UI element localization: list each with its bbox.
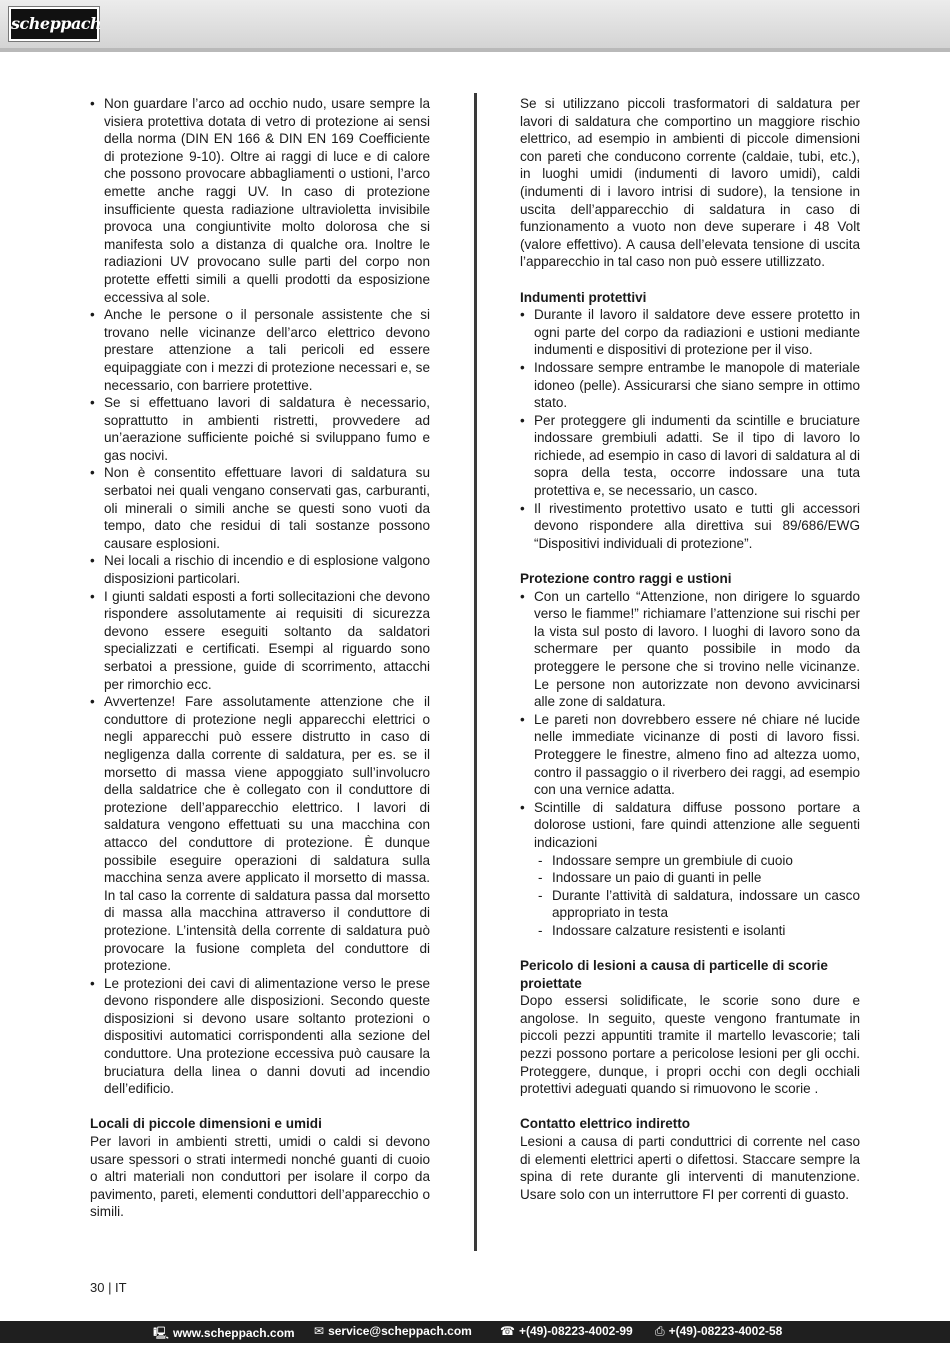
fax-text: +(49)-08223-4002-58 — [668, 1324, 783, 1338]
sub-list-item: - Indossare sempre un grembiule di cuoio — [534, 852, 860, 870]
footer-contact-bar — [0, 1321, 950, 1343]
list-item: • Nei locali a rischio di incendio e di esplosione valgono disposizioni particolari. — [90, 552, 430, 587]
footer-phone — [500, 1324, 633, 1338]
footer-fax — [655, 1324, 782, 1339]
section-heading-slag: Pericolo di lesioni a causa di particelle di scorie proiettate — [520, 958, 828, 991]
safety-bullet-list — [90, 95, 430, 1098]
sub-list-item: - Indossare un paio di guanti in pelle — [534, 869, 860, 887]
list-item: • Se si effettuano lavori di saldatura è necessario, soprattutto in ambienti ristretti, provvedere ad un’aerazione sufficiente poiché si sviluppano fumo e gas nocivi. — [90, 394, 430, 464]
phone-text: +(49)-08223-4002-99 — [518, 1324, 633, 1338]
section-text-small-rooms: Per lavori in ambienti stretti, umidi o caldi si devono usare spessori o strati intermedi nonché guanti di cuoio o altri materiali non conduttori per isolare il corpo da pavimento, pareti, elementi conduttori dell’apparecchio o simili. — [90, 1134, 430, 1220]
list-item: • Non guardare l’arco ad occhio nudo, usare sempre la visiera protettiva dotata di vetro di protezione ai sensi della norma (DIN EN 166 & DIN EN 169 Coefficiente di protezione 9-10). Oltre ai raggi di luce e di calore che possono provocare abbagliamenti o ustioni, l’arco emette anche raggi UV. In caso di protezione insufficiente questa radiazione ultravioletta invisibile provoca una congiuntivite molto dolorosa che si manifesta solo a distanza di qualche ora. Inoltre le radiazioni UV provocano sulle parti del corpo non protette effetti simili a quelli prodotti da esposizione eccessiva al sole. — [90, 95, 430, 306]
section-heading-rays: Protezione contro raggi e ustioni — [520, 571, 732, 587]
page-number: 30 | IT — [90, 1280, 127, 1295]
list-item: • Anche le persone o il personale assistente che si trovano nelle vicinanze dell’arco elettrico devono prestare attenzione a tali pericoli ed essere equipaggiate con i mezzi di protezione necessari e, se necessario, con barriere protettive. — [90, 306, 430, 394]
footer-website[interactable] — [153, 1324, 295, 1345]
section-text-slag: Dopo essersi solidificate, le scorie sono dure e angolose. In seguito, queste vengono frantumate in piccoli pezzi appuntiti tramite il martello levascorie; tali pezzi possono portare a pericolose lesioni per gli occhi. Proteggere, dunque, i propri occhi con degli occhiali protettivi adeguati quando si rimuovono le scorie . — [520, 993, 860, 1097]
list-item: • Le protezioni dei cavi di alimentazione verso le prese devono rispondere alle disposizioni. Secondo queste disposizioni si devono usare soltanto protezioni o dispositivi automatici corrispondenti alla sezione del conduttore. Una protezione eccessiva può causare la bruciatura della linea o danni dovuti ad incendio dell’edificio. — [90, 975, 430, 1098]
clothing-bullet-list — [520, 306, 860, 552]
left-column — [90, 95, 430, 1221]
section-text-contact: Lesioni a causa di parti conduttrici di corrente nel caso di elementi elettrici aperti o difettosi. Staccare sempre la spina di rete durante gli interventi di manutenzione. Usare solo con un interruttore FI per correnti di guasto. — [520, 1134, 860, 1202]
header-rule — [0, 48, 950, 52]
footer-email[interactable] — [314, 1324, 472, 1338]
list-item: • Non è consentito effettuare lavori di saldatura su serbatoi nei quali vengano conservati gas, carburanti, oli minerali o simili anche se questi sono vuoti da tempo, dato che residui di tali sostanze possono causare esplosioni. — [90, 464, 430, 552]
list-item — [520, 799, 860, 940]
sub-list — [534, 852, 860, 940]
website-text: www.scheppach.com — [173, 1326, 295, 1340]
list-item: • I giunti saldati esposti a forti sollecitazioni che devono rispondere assolutamente ai requisiti di sicurezza devono essere eseguiti soltanto da saldatori specializzati e certificati. Esempi al riguardo sono serbatoi a pressione, guide di scorrimento, attacchi per rimorchio ecc. — [90, 588, 430, 694]
list-item: • Le pareti non dovrebbero essere né chiare né lucide nelle immediate vicinanze di posti di lavoro fissi. Proteggere le finestre, almeno fino ad altezza uomo, contro il passaggio o il riverbero dei raggi, ad esempio con una vernice adatta. — [520, 711, 860, 799]
sub-list-item: - Durante l’attività di saldatura, indossare un casco appropriato in testa — [534, 887, 860, 922]
rays-bullet-list — [520, 588, 860, 940]
list-item: • Avvertenze! Fare assolutamente attenzione che il conduttore di protezione negli apparecchi elettrici o negli apparecchi può essere distrutto in caso di negligenza dalla corrente di saldatura, per es. se il morsetto di massa viene appoggiato sull’involucro della saldatrice che è collegato con il conduttore di protezione dell’apparecchio elettrico. I lavori di saldatura vengono effettuati su una macchina con attacco del conduttore di protezione. È dunque possibile eseguire operazioni di saldatura sulla macchina senza avere applicato il morsetto di massa. In tal caso la corrente di saldatura passa dal morsetto di massa alla macchina attraverso il conduttore di protezione. L’intensità della corrente di saldatura può provocare la fusione completa del conduttore di protezione. — [90, 693, 430, 975]
sub-list-item: - Indossare calzature resistenti e isolanti — [534, 922, 860, 940]
list-item: • Il rivestimento protettivo usato e tutti gli accessori devono rispondere alla direttiva sui 89/686/EWG “Dispositivi individuali di protezione”. — [520, 500, 860, 553]
intro-paragraph: Se si utilizzano piccoli trasformatori di saldatura per lavori di saldatura che comportino un maggiore rischio elettrico, ad esempio in ambienti di piccole dimensioni con pareti che conducono corrente (caldaie, tubi, etc.), in luoghi umidi (indumenti di lavoro umidi), caldi (indumenti di i lavoro intrisi di sudore), la tensione in uscita dell’apparecchio di saldatura in caso di funzionamento a vuoto non deve superare i 48 Volt (valore effettivo). A causa dell’elevata tensione di uscita l’apparecchio in tal caso non può essere utillizzato. — [520, 96, 860, 270]
section-heading-clothing: Indumenti protettivi — [520, 289, 647, 305]
list-item: • Per proteggere gli indumenti da scintille e bruciature indossare grembiuli adatti. Se il tipo di lavoro lo richiede, ad esempio in caso di lavori di saldatura al di sopra della testa, occorre indossare una tuta protettiva e, se necessario, un casco. — [520, 412, 860, 500]
computer-icon: 🖳 — [153, 1326, 170, 1340]
list-item: • Con un cartello “Attenzione, non dirigere lo sguardo verso le fiamme!” richiamare l’attenzione sui rischi per la vista sul posto di lavoro. I luoghi di lavoro sono da schermare per quanto possibile in modo da proteggere le persone che si trovino nelle vicinanze. Le persone non autorizzate non devono avvicinarsi alle zone di saldatura. — [520, 588, 860, 711]
email-text: service@scheppach.com — [328, 1324, 472, 1338]
scheppach-logo: scheppach — [9, 7, 99, 41]
section-heading-contact: Contatto elettrico indiretto — [520, 1116, 691, 1132]
mail-icon: ✉ — [314, 1324, 325, 1338]
phone-icon: ☎ — [500, 1324, 515, 1338]
list-item: • Indossare sempre entrambe le manopole di materiale idoneo (pelle). Assicurarsi che siano sempre in ottimo stato. — [520, 359, 860, 412]
list-item-text: Scintille di saldatura diffuse possono portare a dolorose ustioni, fare quindi attenzione alle seguenti indicazioni — [534, 799, 860, 850]
right-column — [520, 95, 860, 1203]
fax-icon: ⎙ — [655, 1324, 665, 1338]
page-header — [0, 0, 950, 48]
section-heading-small-rooms: Locali di piccole dimensioni e umidi — [90, 1116, 322, 1132]
column-divider — [474, 93, 477, 1251]
list-item: • Durante il lavoro il saldatore deve essere protetto in ogni parte del corpo da radiazioni e ustioni mediante indumenti e dispositivi di protezione per il viso. — [520, 306, 860, 359]
